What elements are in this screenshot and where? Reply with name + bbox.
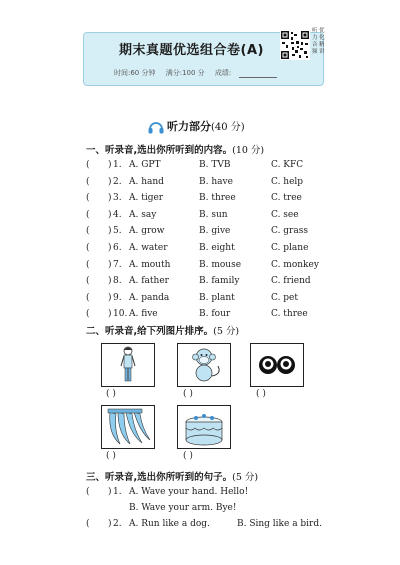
- option-b: B. sun: [199, 209, 228, 220]
- option-a: A. GPT: [129, 160, 161, 170]
- item-number: 4.: [113, 209, 122, 220]
- answer-paren-open[interactable]: (: [86, 160, 90, 170]
- option-b: B. family: [199, 276, 240, 287]
- exam-meta: [114, 68, 285, 78]
- section3-title-text: 三、听录音,选出你所听到的句子。: [86, 472, 233, 483]
- option-c: C. tree: [271, 193, 302, 204]
- option-a: A. tiger: [129, 193, 164, 204]
- exam-title: 期末真题优选组合卷(A): [119, 43, 264, 58]
- qr-code-icon[interactable]: [280, 30, 310, 60]
- monkey-image: [178, 344, 230, 386]
- answer-paren-close: ): [108, 176, 112, 187]
- option-b: B. Wave your arm. Bye!: [129, 503, 237, 513]
- option-b: B. Sing like a bird.: [237, 519, 322, 529]
- option-a: A. mouth: [129, 259, 171, 270]
- bananas-image: [102, 406, 154, 448]
- answer-paren-open[interactable]: (: [86, 226, 90, 237]
- listening-points: (40 分): [211, 122, 245, 133]
- answer-paren-close: ): [108, 259, 112, 270]
- answer-paren-close: ): [108, 292, 112, 303]
- answer-paren-close: ): [108, 160, 112, 170]
- answer-paren-close: ): [108, 193, 112, 204]
- option-a: A. say: [129, 209, 157, 220]
- answer-paren-close: ): [108, 487, 112, 497]
- option-a: A. water: [129, 243, 168, 253]
- option-a: A. grow: [129, 226, 165, 237]
- picture-cake: [177, 405, 231, 449]
- section2-title-text: 二、听录音,给下列图片排序。: [86, 326, 214, 337]
- item-number: 2.: [113, 176, 122, 187]
- answer-paren-open[interactable]: (: [86, 193, 90, 204]
- time-label: 时间:60 分钟: [114, 69, 156, 77]
- section2-points: (5 分): [213, 326, 240, 337]
- answer-paren-open[interactable]: (: [86, 487, 90, 497]
- item-number: 3.: [113, 193, 122, 204]
- answer-paren-open[interactable]: (: [86, 243, 90, 253]
- option-b: B. TVB: [199, 160, 231, 170]
- option-c: C. see: [271, 209, 299, 220]
- option-a: A. Wave your hand. Hello!: [129, 487, 249, 497]
- option-c: C. three: [271, 309, 308, 320]
- score-label: 满分:100 分: [165, 69, 205, 77]
- boy-image: [102, 344, 154, 386]
- item-number: 1.: [113, 160, 122, 170]
- option-b: B. eight: [199, 243, 235, 253]
- section3-title: [86, 469, 258, 483]
- section1-points: (10 分): [232, 145, 265, 156]
- answer-paren-close: ): [108, 243, 112, 253]
- answer-paren-close: ): [108, 519, 112, 529]
- cake-image: [178, 406, 230, 448]
- option-b: B. have: [199, 176, 233, 187]
- answer-paren-open[interactable]: (: [86, 176, 90, 187]
- option-a: A. panda: [129, 292, 170, 303]
- section1-title: [86, 142, 264, 156]
- option-b: B. four: [199, 309, 231, 320]
- answer-paren-close: ): [108, 309, 112, 320]
- option-c: C. help: [271, 176, 304, 187]
- result-blank: [239, 77, 277, 78]
- picture-eyes: [250, 343, 304, 387]
- listening-heading: [148, 118, 245, 134]
- option-c: C. plane: [271, 243, 309, 253]
- answer-paren-open[interactable]: (: [86, 519, 90, 529]
- option-c: C. friend: [271, 276, 311, 287]
- answer-paren-5[interactable]: ( ): [183, 451, 193, 461]
- listening-title: 听力部分: [167, 120, 211, 133]
- option-c: C. monkey: [271, 259, 319, 270]
- option-a: A. five: [129, 309, 158, 320]
- option-c: C. KFC: [271, 160, 304, 170]
- item-number: 7.: [113, 259, 122, 270]
- option-a: A. Run like a dog.: [129, 519, 210, 529]
- picture-bananas: [101, 405, 155, 449]
- option-c: C. grass: [271, 226, 308, 237]
- answer-paren-3[interactable]: ( ): [256, 389, 266, 399]
- item-number: 2.: [113, 519, 122, 529]
- answer-paren-1[interactable]: ( ): [106, 389, 116, 399]
- option-b: B. three: [199, 193, 236, 204]
- option-b: B. plant: [199, 292, 235, 303]
- item-number: 5.: [113, 226, 122, 237]
- side-label-explain: 优化精讲: [319, 28, 325, 55]
- option-b: B. mouse: [199, 259, 242, 270]
- side-label-audio: 听力音频: [312, 28, 318, 55]
- eyes-image: [251, 344, 303, 386]
- answer-paren-close: ): [108, 226, 112, 237]
- answer-paren-close: ): [108, 276, 112, 287]
- answer-paren-close: ): [108, 209, 112, 220]
- option-a: A. father: [129, 276, 169, 287]
- picture-boy: [101, 343, 155, 387]
- option-a: A. hand: [129, 176, 164, 187]
- answer-paren-open[interactable]: (: [86, 209, 90, 220]
- answer-paren-4[interactable]: ( ): [106, 451, 116, 461]
- answer-paren-open[interactable]: (: [86, 292, 90, 303]
- headphones-icon: [148, 120, 164, 134]
- item-number: 6.: [113, 243, 122, 253]
- answer-paren-open[interactable]: (: [86, 259, 90, 270]
- item-number: 10.: [113, 309, 128, 320]
- section2-title: [86, 323, 239, 337]
- item-number: 8.: [113, 276, 122, 287]
- section3-points: (5 分): [232, 472, 259, 483]
- result-label: 成绩:: [214, 69, 232, 77]
- section1-title-text: 一、听录音,选出你所听到的内容。: [86, 145, 233, 156]
- answer-paren-open[interactable]: (: [86, 276, 90, 287]
- item-number: 1.: [113, 487, 122, 497]
- item-number: 9.: [113, 292, 122, 303]
- answer-paren-2[interactable]: ( ): [183, 389, 193, 399]
- option-c: C. pet: [271, 292, 298, 303]
- option-b: B. give: [199, 226, 231, 237]
- answer-paren-open[interactable]: (: [86, 309, 90, 320]
- picture-monkey: [177, 343, 231, 387]
